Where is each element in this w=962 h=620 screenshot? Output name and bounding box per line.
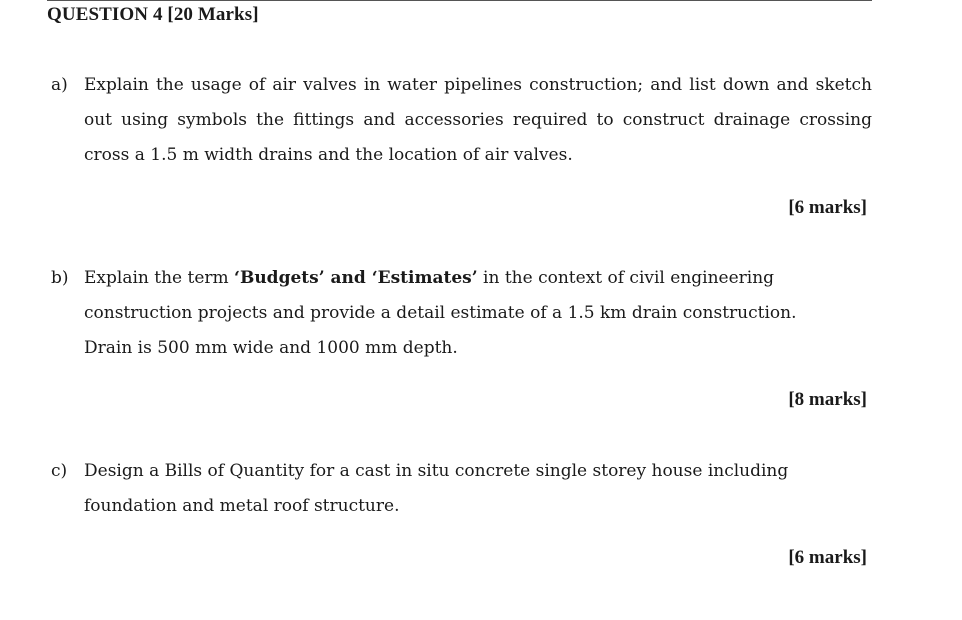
part-c-text bbox=[84, 454, 788, 524]
part-b-line-1-post: in the context of civil engineering bbox=[477, 268, 775, 288]
part-b-marks: [8 marks] bbox=[788, 389, 867, 410]
part-b-line-2: construction projects and provide a detail estimate of a 1.5 km drain construction. bbox=[84, 303, 797, 323]
part-b-line-1 bbox=[84, 261, 796, 296]
part-b-line-3: Drain is 500 mm wide and 1000 mm depth. bbox=[84, 338, 458, 358]
part-a-line-3: cross a 1.5 m width drains and the location of air valves. bbox=[84, 145, 573, 165]
part-b-line-1-pre: Explain the term bbox=[84, 268, 235, 288]
part-a-marks: [6 marks] bbox=[788, 197, 867, 218]
part-b-letter: b) bbox=[51, 268, 69, 288]
part-a-line-2: out using symbols the fittings and accessories required to construct drainage crossing bbox=[84, 110, 872, 130]
part-c-letter: c) bbox=[51, 461, 68, 481]
part-b-text bbox=[84, 261, 796, 366]
part-a-text bbox=[84, 68, 872, 173]
part-a-letter: a) bbox=[51, 75, 68, 95]
part-c-line-2: foundation and metal roof structure. bbox=[84, 496, 400, 516]
part-c-line-1: Design a Bills of Quantity for a cast in situ concrete single storey house including bbox=[84, 461, 789, 481]
part-b-key-terms: ‘Budgets’ and ‘Estimates’ bbox=[234, 268, 478, 288]
question-heading: QUESTION 4 [20 Marks] bbox=[47, 4, 259, 25]
top-rule bbox=[47, 0, 872, 1]
part-c-marks: [6 marks] bbox=[788, 547, 867, 568]
part-a-line-1: Explain the usage of air valves in water pipelines construction; and list down and sketch bbox=[84, 75, 872, 95]
